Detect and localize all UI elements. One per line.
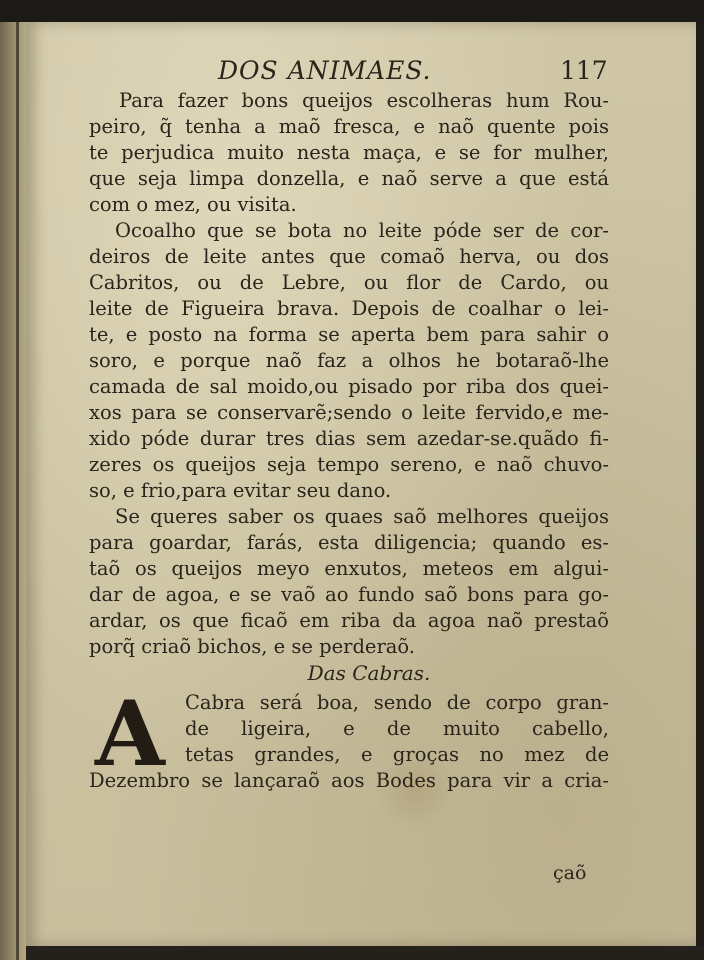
drop-cap-paragraph bbox=[89, 681, 609, 794]
book-spine-edge bbox=[0, 22, 26, 960]
body-text bbox=[89, 88, 609, 794]
text-line: xos para se conservarẽ;sendo o leite fervido,e me- bbox=[89, 401, 609, 424]
drop-cap-lines bbox=[185, 690, 609, 768]
text-line: para goardar, farás, esta diligencia; quando es- bbox=[89, 531, 609, 554]
text-line: Para fazer bons queijos escolheras hum Rou- bbox=[119, 89, 609, 112]
text-line: deiros de leite antes que comaõ herva, ou dos bbox=[89, 245, 609, 268]
text-line: de ligeira, e de muito cabello, bbox=[185, 717, 609, 740]
text-line: peiro, q̃ tenha a maõ fresca, e naõ quente pois bbox=[89, 115, 609, 138]
scan-top-border bbox=[0, 0, 704, 22]
text-line: porq̃ criaõ bichos, e se perderaõ. bbox=[89, 635, 416, 658]
text-line: tetas grandes, e groças no mez de bbox=[185, 743, 609, 766]
text-line: xido póde durar tres dias sem azedar-se.quãdo fi- bbox=[89, 427, 609, 450]
text-line: Ocoalho que se bota no leite póde ser de cor- bbox=[115, 219, 609, 242]
text-line: ardar, os que ficaõ em riba da agoa naõ prestaõ bbox=[89, 609, 609, 632]
text-line: Dezembro se lançaraõ aos Bodes para vir a cria- bbox=[89, 769, 609, 792]
scan-bottom-border bbox=[26, 946, 704, 960]
section-heading: Das Cabras. bbox=[307, 661, 431, 685]
drop-cap-letter: A bbox=[95, 681, 165, 787]
scan-right-border bbox=[696, 22, 704, 960]
text-line: com o mez, ou visita. bbox=[89, 193, 297, 216]
text-line: taõ os queijos meyo enxutos, meteos em algui- bbox=[89, 557, 609, 580]
text-line: Cabra será boa, sendo de corpo gran- bbox=[185, 691, 609, 714]
paragraph-queijos-rouperio bbox=[89, 88, 609, 218]
text-line: dar de agoa, e se vaõ ao fundo saõ bons para go- bbox=[89, 583, 609, 606]
text-line: Se queres saber os quaes saõ melhores queijos bbox=[115, 505, 609, 528]
text-line: so, e frio,para evitar seu dano. bbox=[89, 479, 392, 502]
text-line: te perjudica muito nesta maça, e se for mulher, bbox=[89, 141, 609, 164]
running-title: DOS ANIMAES. bbox=[218, 56, 432, 85]
page-number: 117 bbox=[560, 56, 608, 85]
text-line: soro, e porque naõ faz a olhos he botaraõ-lhe bbox=[89, 349, 609, 372]
text-line: que seja limpa donzella, e naõ serve a que está bbox=[89, 167, 609, 190]
text-line: Cabritos, ou de Lebre, ou flor de Cardo, ou bbox=[89, 271, 609, 294]
paragraph-melhores-queijos bbox=[89, 504, 609, 660]
text-line: zeres os queijos seja tempo sereno, e naõ chuvo- bbox=[89, 453, 609, 476]
text-line: camada de sal moido,ou pisado por riba dos quei- bbox=[89, 375, 609, 398]
paragraph-coalho bbox=[89, 218, 609, 504]
catchword: çaõ bbox=[553, 862, 587, 884]
text-line: leite de Figueira brava. Depois de coalhar o lei- bbox=[89, 297, 609, 320]
text-line: te, e posto na forma se aperta bem para sahir o bbox=[89, 323, 609, 346]
page-header bbox=[26, 56, 696, 92]
